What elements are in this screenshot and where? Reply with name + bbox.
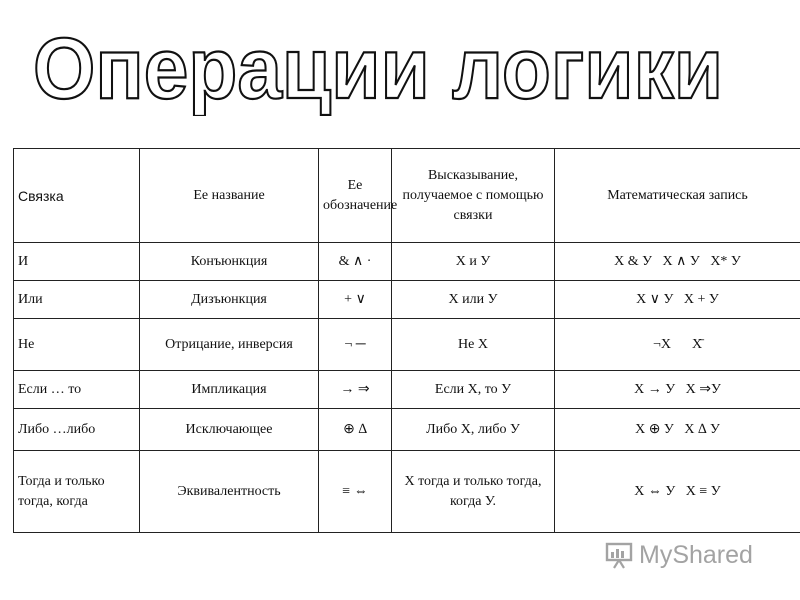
cell-math: Х ∨ У Х + У <box>555 281 800 319</box>
header-connective: Связка <box>14 149 140 243</box>
logic-operations-table <box>13 148 800 533</box>
cell-name: Отрицание, инверсия <box>140 319 319 371</box>
cell-math: ¬Х Х̄ <box>555 319 800 371</box>
cell-statement: Х и У <box>392 243 555 281</box>
page-title: Операции логики <box>33 21 723 116</box>
cell-connective: И <box>14 243 140 281</box>
logo-text: MyShared <box>639 540 753 569</box>
table-row <box>14 409 800 451</box>
cell-notation: & ∧ · <box>319 243 392 281</box>
cell-connective: Если … то <box>14 371 140 409</box>
page-title-graphic <box>0 6 800 116</box>
table-row <box>14 451 800 533</box>
myshared-logo[interactable] <box>604 537 753 573</box>
header-statement: Высказывание, получаемое с помощью связки <box>392 149 555 243</box>
cell-statement: Х или У <box>392 281 555 319</box>
presentation-board-icon <box>604 540 634 570</box>
cell-connective: Тогда и только тогда, когда <box>14 451 140 533</box>
table-row <box>14 281 800 319</box>
cell-notation: ≡ ⇔ <box>319 451 392 533</box>
cell-math: Х → У Х ⇒У <box>555 371 800 409</box>
cell-name: Дизъюнкция <box>140 281 319 319</box>
header-name: Ее название <box>140 149 319 243</box>
cell-notation: + ∨ <box>319 281 392 319</box>
cell-math: Х ⇔ У Х ≡ У <box>555 451 800 533</box>
table-row <box>14 371 800 409</box>
cell-connective: Не <box>14 319 140 371</box>
header-row <box>14 149 800 243</box>
cell-name: Импликация <box>140 371 319 409</box>
cell-notation: ⊕ ∆ <box>319 409 392 451</box>
cell-notation: → ⇒ <box>319 371 392 409</box>
cell-statement: Если Х, то У <box>392 371 555 409</box>
table-row <box>14 243 800 281</box>
header-math: Математическая запись <box>555 149 800 243</box>
cell-math: Х ⊕ У Х ∆ У <box>555 409 800 451</box>
cell-name: Эквивалентность <box>140 451 319 533</box>
cell-math: Х & У Х ∧ У Х* У <box>555 243 800 281</box>
page-title-container <box>0 6 800 116</box>
cell-connective: Либо …либо <box>14 409 140 451</box>
cell-statement: Не Х <box>392 319 555 371</box>
table-row <box>14 319 800 371</box>
cell-connective: Или <box>14 281 140 319</box>
cell-statement: Х тогда и только тогда, когда У. <box>392 451 555 533</box>
cell-statement: Либо Х, либо У <box>392 409 555 451</box>
cell-name: Конъюнкция <box>140 243 319 281</box>
cell-name: Исключающее <box>140 409 319 451</box>
header-notation: Ее обозначение <box>319 149 392 243</box>
cell-notation: ¬ ─ <box>319 319 392 371</box>
